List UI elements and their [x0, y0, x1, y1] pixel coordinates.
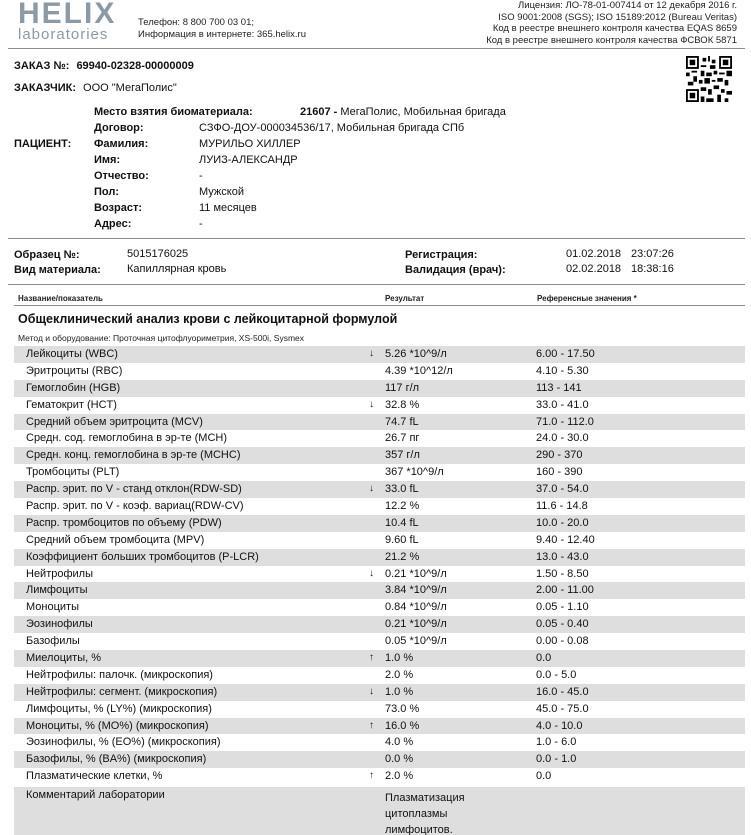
row-reference: 113 - 141: [536, 381, 582, 394]
row-result: 117 г/л: [385, 381, 420, 394]
row-result: 0.21 *10^9/л: [385, 567, 447, 580]
row-result: 0.0 %: [385, 753, 414, 766]
row-name: Эритроциты (RBC): [26, 364, 123, 377]
table-row: [14, 380, 745, 397]
row-result: 73.0 %: [385, 702, 420, 715]
validation-label: Валидация (врач):: [405, 264, 506, 276]
sample-value: 5015176025: [127, 248, 189, 260]
license-line: Лицензия: ЛО-78-01-007414 от 12 декабря 2016 г.: [518, 0, 737, 11]
license-line: Код в реестре внешнего контроля качества EQAS 8659: [492, 23, 737, 34]
registration-label: Регистрация:: [405, 249, 478, 261]
table-row: [14, 616, 745, 633]
row-reference: 0.05 - 1.10: [536, 601, 589, 614]
arrow-up-icon: ↑: [369, 719, 374, 731]
table-row: [14, 346, 745, 363]
table-row: [14, 549, 745, 566]
row-result: 1.0 %: [385, 685, 414, 698]
customer-value: ООО "МегаПолис": [83, 82, 177, 94]
contacts: [138, 17, 306, 41]
age-value: 11 месяцев: [199, 202, 257, 214]
row-reference: 1.0 - 6.0: [536, 736, 577, 749]
qr-code-icon: [686, 56, 732, 102]
validation-date: 02.02.2018: [566, 263, 622, 275]
row-result: 74.7 fL: [385, 415, 419, 428]
divider: [8, 48, 745, 49]
row-name: Гематокрит (HCT): [26, 398, 117, 411]
site-value: [300, 106, 506, 118]
row-name: Нейтрофилы: сегмент. (микроскопия): [26, 685, 218, 698]
row-name: Средн. конц. гемоглобина в эр-те (MCHC): [26, 449, 241, 462]
row-reference: 6.00 - 17.50: [536, 348, 595, 360]
address-label: Адрес:: [94, 218, 132, 230]
surname-label: Фамилия:: [94, 138, 149, 150]
row-result: 16.0 %: [385, 719, 420, 732]
age-label: Возраст:: [94, 202, 142, 214]
website: Информация в интернете: 365.helix.ru: [138, 29, 306, 40]
row-reference: 0.05 - 0.40: [536, 618, 589, 631]
table-row: [14, 734, 745, 751]
row-reference: 0.0: [536, 652, 552, 665]
comment-text: [385, 790, 505, 835]
arrow-up-icon: ↑: [369, 652, 374, 664]
row-reference: 33.0 - 41.0: [536, 398, 589, 411]
row-name: Базофилы, % (BA%) (микроскопия): [26, 753, 207, 766]
logo-sub-text: laboratories: [18, 26, 109, 43]
row-name: Лимфоциты, % (LY%) (микроскопия): [26, 702, 212, 715]
row-name: Моноциты: [26, 601, 79, 614]
row-reference: 160 - 390: [536, 466, 583, 479]
row-reference: 45.0 - 75.0: [536, 702, 589, 715]
row-result: 26.7 пг: [385, 432, 420, 445]
row-result: 0.05 *10^9/л: [385, 635, 447, 648]
row-result: 3.84 *10^9/л: [385, 584, 447, 597]
comment-line: лимфоцитов.: [385, 824, 453, 835]
helix-logo: [18, 0, 118, 42]
customer-label: ЗАКАЗЧИК:: [14, 82, 76, 94]
row-name: Нейтрофилы: палочк. (микроскопия): [26, 668, 213, 681]
patient-label: [14, 138, 71, 150]
patronymic-value: -: [199, 170, 203, 182]
logo-main-text: HELIX: [18, 0, 117, 30]
table-row: [14, 515, 745, 532]
row-name: Лейкоциты (WBC): [26, 348, 118, 360]
arrow-down-icon: ↓: [369, 483, 374, 495]
patronymic-label: Отчество:: [94, 170, 149, 182]
row-name: Коэффициент больших тромбоцитов (P-LCR): [26, 550, 259, 563]
row-name: Эозинофилы, % (EO%) (микроскопия): [26, 736, 221, 749]
row-result: 32.8 %: [385, 398, 420, 411]
row-result: 12.2 %: [385, 500, 420, 513]
row-result: 0.21 *10^9/л: [385, 618, 447, 631]
col-name-header: Название/показатель: [18, 294, 103, 303]
row-name: Миелоциты, %: [26, 652, 102, 665]
row-result: 9.60 fL: [385, 533, 419, 546]
table-row: [14, 566, 745, 583]
row-result: 0.84 *10^9/л: [385, 601, 447, 614]
table-row: [14, 701, 745, 718]
patient-label-text: ПАЦИЕНТ:: [14, 138, 72, 150]
results-table: [14, 346, 745, 785]
license-line: Код в реестре внешнего контроля качества ФСВОК 5871: [486, 34, 737, 46]
row-result: 1.0 %: [385, 652, 414, 665]
row-name: Лимфоциты: [26, 584, 88, 597]
divider: [8, 284, 745, 285]
contract-label: Договор:: [94, 122, 144, 134]
order-number: [14, 60, 194, 72]
firstname-label: Имя:: [94, 154, 121, 166]
row-result: 367 *10^9/л: [385, 466, 444, 479]
row-name: Эозинофилы: [26, 618, 93, 631]
col-result-header: Результат: [385, 294, 425, 303]
row-name: Средн. сод. гемоглобина в эр-те (MCH): [26, 432, 228, 445]
license-block: [486, 0, 737, 46]
arrow-down-icon: ↓: [369, 567, 374, 579]
license-line: ISO 9001:2008 (SGS); ISO 15189:2012 (Bureau Veritas): [498, 11, 737, 23]
row-result: 21.2 %: [385, 550, 420, 563]
row-reference: 2.00 - 11.00: [536, 584, 594, 597]
table-row: [14, 582, 745, 599]
row-reference: 0.00 - 0.08: [536, 635, 589, 648]
gender-label: Пол:: [94, 186, 120, 198]
registration-date: 01.02.2018: [566, 248, 622, 260]
order-label: ЗАКАЗ №:: [14, 60, 70, 72]
registration-time: 23:07:26: [631, 248, 674, 260]
table-row: [14, 481, 745, 498]
contract-value: СЗФО-ДОУ-000034536/17, Мобильная бригада СПб: [199, 122, 465, 134]
row-reference: 10.0 - 20.0: [536, 516, 589, 529]
row-reference: 71.0 - 112.0: [536, 415, 594, 428]
site-name: МегаПолис, Мобильная бригада: [340, 106, 506, 118]
row-name: Тромбоциты (PLT): [26, 466, 120, 479]
row-reference: 0.0 - 1.0: [536, 753, 577, 766]
lab-comment: [14, 787, 745, 835]
row-reference: 13.0 - 43.0: [536, 550, 589, 563]
row-reference: 4.10 - 5.30: [536, 364, 589, 377]
row-result: 357 г/л: [385, 449, 420, 462]
table-row: [14, 414, 745, 431]
row-reference: 4.0 - 10.0: [536, 719, 583, 732]
order-value: 69940-02328-00000009: [76, 60, 194, 72]
table-row: [14, 633, 745, 650]
customer: [14, 82, 177, 94]
table-row: [14, 599, 745, 616]
arrow-down-icon: ↓: [369, 685, 374, 697]
comment-line: Плазматизация: [385, 792, 465, 804]
surname-value: МУРИЛЬО ХИЛЛЕР: [199, 138, 301, 150]
comment-label: Комментарий лаборатории: [26, 789, 165, 801]
row-name: Нейтрофилы: [26, 567, 93, 580]
row-name: Средний объем эритроцита (MCV): [26, 415, 203, 428]
row-result: 4.0 %: [385, 736, 414, 749]
material-value: Капиллярная кровь: [127, 263, 227, 275]
row-reference: 24.0 - 30.0: [536, 432, 589, 445]
gender-value: Мужской: [199, 186, 244, 198]
col-ref-header: Референсные значения *: [537, 294, 637, 303]
row-result: 10.4 fL: [385, 516, 419, 529]
table-row: [14, 768, 745, 785]
row-result: 33.0 fL: [385, 483, 419, 496]
row-name: Распр. эрит. по V - станд отклон(RDW-SD): [26, 483, 242, 496]
row-reference: 290 - 370: [536, 449, 583, 462]
table-row: [14, 464, 745, 481]
row-reference: 0.0: [536, 770, 552, 783]
table-row: [14, 397, 745, 414]
validation-time: 18:38:16: [631, 263, 674, 275]
site-label: Место взятия биоматериала:: [94, 106, 253, 118]
row-result: 5.26 *10^9/л: [385, 348, 447, 360]
divider: [14, 305, 745, 306]
row-name: Моноциты, % (MO%) (микроскопия): [26, 719, 209, 732]
site-code: 21607 -: [300, 106, 338, 118]
row-name: Гемоглобин (HGB): [26, 381, 121, 394]
row-name: Плазматические клетки, %: [26, 770, 163, 783]
divider: [8, 238, 745, 239]
row-name: Средний объем тромбоцита (MPV): [26, 533, 205, 546]
arrow-down-icon: ↓: [369, 348, 374, 359]
section-title: Общеклинический анализ крови с лейкоцитарной формулой: [18, 312, 398, 326]
table-row: [14, 751, 745, 768]
comment-line: цитоплазмы: [385, 808, 448, 820]
table-row: [14, 430, 745, 447]
table-row: [14, 363, 745, 380]
table-row: [14, 650, 745, 667]
row-reference: 37.0 - 54.0: [536, 483, 589, 496]
row-reference: 0.0 - 5.0: [536, 668, 577, 681]
row-result: 2.0 %: [385, 770, 414, 783]
table-row: [14, 667, 745, 684]
row-reference: 16.0 - 45.0: [536, 685, 589, 698]
row-name: Распр. тромбоцитов по объему (PDW): [26, 516, 222, 529]
table-row: [14, 684, 745, 701]
method: Метод и оборудование: Проточная цитофлуориметрия, XS-500i, Sysmex: [18, 333, 304, 343]
row-result: 2.0 %: [385, 668, 414, 681]
phone: Телефон: 8 800 700 03 01;: [138, 17, 255, 28]
firstname-value: ЛУИЗ-АЛЕКСАНДР: [199, 154, 298, 166]
row-reference: 9.40 - 12.40: [536, 533, 595, 546]
row-reference: 1.50 - 8.50: [536, 567, 589, 580]
sample-label: Образец №:: [14, 249, 80, 261]
row-name: Базофилы: [26, 635, 80, 648]
arrow-up-icon: ↑: [369, 770, 374, 782]
table-row: [14, 447, 745, 464]
row-reference: 11.6 - 14.8: [536, 500, 588, 513]
row-name: Распр. эрит. по V - коэф. вариац(RDW-CV): [26, 500, 244, 513]
address-value: -: [199, 218, 203, 230]
material-label: Вид материала:: [14, 264, 101, 276]
arrow-down-icon: ↓: [369, 398, 374, 410]
table-row: [14, 718, 745, 735]
table-row: [14, 498, 745, 515]
table-row: [14, 532, 745, 549]
row-result: 4.39 *10^12/л: [385, 364, 453, 377]
